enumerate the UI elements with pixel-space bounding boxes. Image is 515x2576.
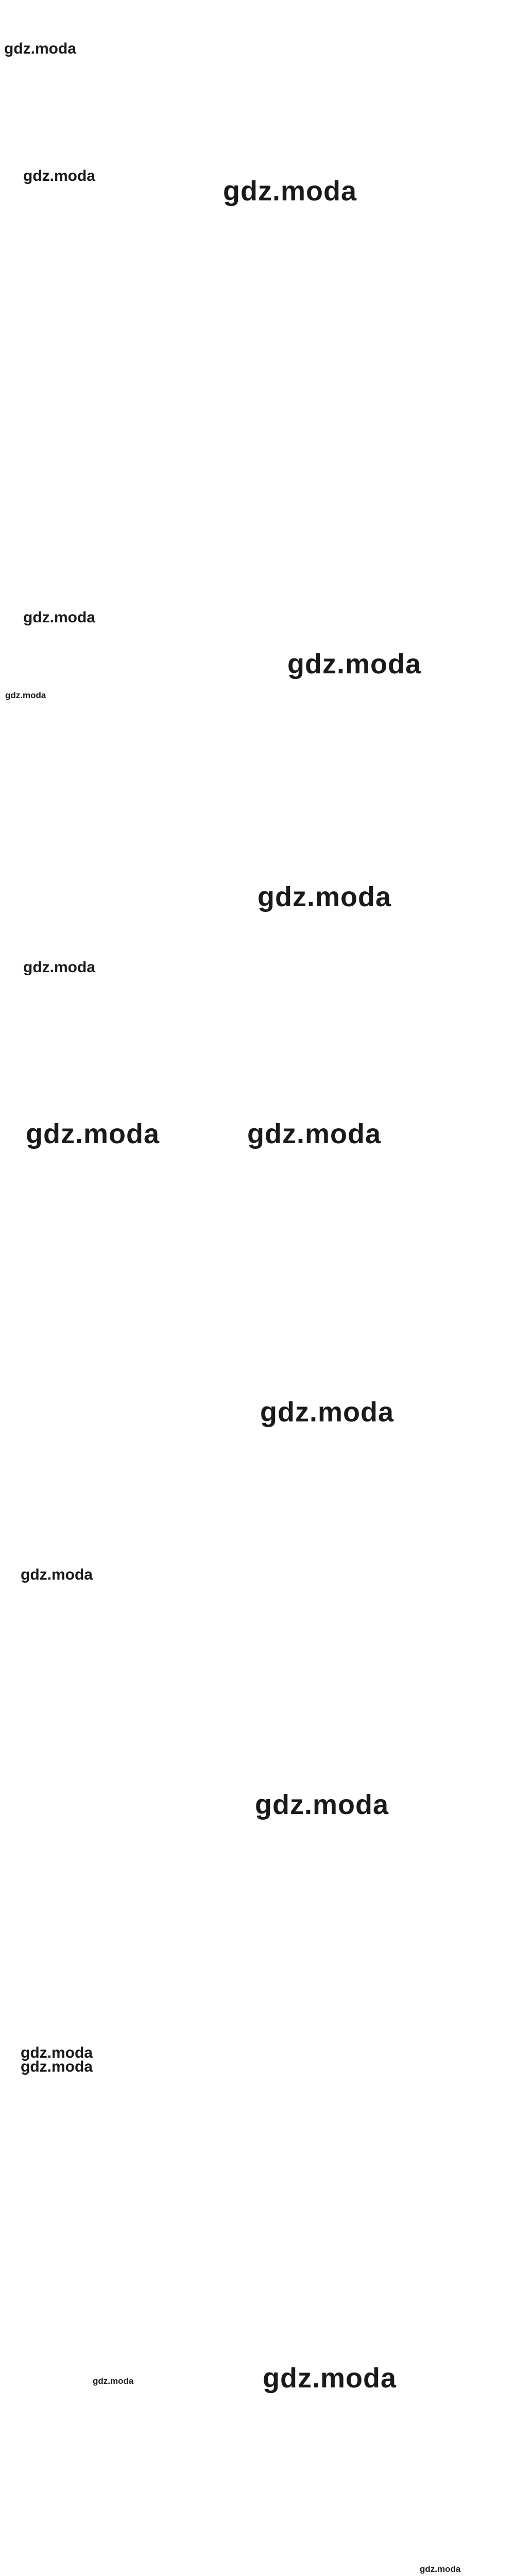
watermark: gdz.moda [5, 690, 46, 700]
watermark: gdz.moda [258, 882, 391, 912]
watermark: gdz.moda [23, 959, 95, 976]
watermark: gdz.moda [21, 1566, 93, 1583]
watermark: gdz.moda [21, 2044, 93, 2061]
watermark: gdz.moda [223, 176, 357, 207]
watermark: gdz.moda [93, 2376, 134, 2386]
watermark: gdz.moda [420, 2564, 461, 2574]
watermark: gdz.moda [4, 40, 76, 57]
watermark: gdz.moda [26, 1118, 160, 1149]
watermark: gdz.moda [287, 649, 421, 680]
watermark: gdz.moda [255, 1789, 389, 1820]
watermark: gdz.moda [260, 1397, 394, 1428]
watermark: gdz.moda [247, 1118, 381, 1149]
watermark: gdz.moda [23, 167, 95, 184]
watermark: gdz.moda [21, 2058, 93, 2075]
watermark: gdz.moda [23, 609, 95, 626]
watermark: gdz.moda [263, 2363, 397, 2394]
